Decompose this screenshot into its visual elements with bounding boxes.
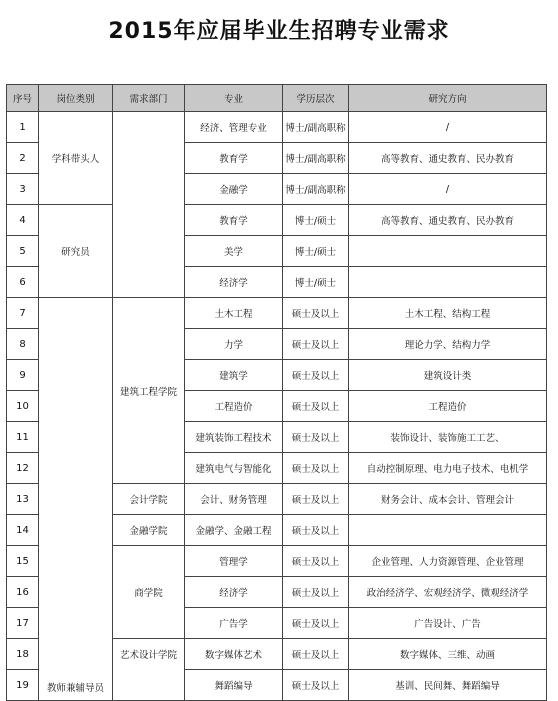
row-seq: 17 bbox=[7, 608, 39, 639]
row-major: 建筑装饰工程技术 bbox=[185, 422, 283, 453]
department-finance: 金融学院 bbox=[113, 515, 185, 546]
row-major: 教育学 bbox=[185, 205, 283, 236]
row-seq: 2 bbox=[7, 143, 39, 174]
category-researcher: 研究员 bbox=[39, 205, 113, 298]
department-art-design bbox=[113, 639, 185, 701]
header-direction: 研究方向 bbox=[349, 85, 547, 112]
row-major: 教育学 bbox=[185, 143, 283, 174]
row-major: 舞蹈编导 bbox=[185, 670, 283, 701]
row-direction bbox=[349, 236, 547, 267]
department-architecture: 建筑工程学院 bbox=[113, 298, 185, 484]
department-business: 商学院 bbox=[113, 546, 185, 639]
row-degree: 硕士及以上 bbox=[283, 329, 349, 360]
row-direction: 数字媒体、三维、动画 bbox=[349, 639, 547, 670]
page-title: 2015年应届毕业生招聘专业需求 bbox=[108, 19, 450, 44]
row-degree: 博士/硕士 bbox=[283, 205, 349, 236]
recruitment-table bbox=[6, 84, 547, 701]
row-major: 金融学、金融工程 bbox=[185, 515, 283, 546]
category-academic-leader: 学科带头人 bbox=[39, 112, 113, 205]
table-row bbox=[7, 298, 547, 329]
department-art-design-label: 艺术设计学院 bbox=[119, 650, 177, 661]
table-header-row bbox=[7, 85, 547, 112]
row-major: 管理学 bbox=[185, 546, 283, 577]
row-major: 广告学 bbox=[185, 608, 283, 639]
row-seq: 7 bbox=[7, 298, 39, 329]
row-seq: 3 bbox=[7, 174, 39, 205]
department-empty bbox=[113, 112, 185, 298]
row-degree: 硕士及以上 bbox=[283, 453, 349, 484]
row-degree: 硕士及以上 bbox=[283, 546, 349, 577]
row-direction: 基训、民间舞、舞蹈编导 bbox=[349, 670, 547, 701]
row-major: 数字媒体艺术 bbox=[185, 639, 283, 670]
table-row bbox=[7, 112, 547, 143]
row-seq: 15 bbox=[7, 546, 39, 577]
row-major: 土木工程 bbox=[185, 298, 283, 329]
row-major: 工程造价 bbox=[185, 391, 283, 422]
header-major: 专业 bbox=[185, 85, 283, 112]
row-seq: 10 bbox=[7, 391, 39, 422]
row-direction: 高等教育、通史教育、民办教育 bbox=[349, 143, 547, 174]
row-direction: / bbox=[349, 174, 547, 205]
row-major: 美学 bbox=[185, 236, 283, 267]
header-degree: 学历层次 bbox=[283, 85, 349, 112]
row-seq: 1 bbox=[7, 112, 39, 143]
row-seq: 4 bbox=[7, 205, 39, 236]
row-degree: 硕士及以上 bbox=[283, 422, 349, 453]
header-category: 岗位类别 bbox=[39, 85, 113, 112]
row-seq: 12 bbox=[7, 453, 39, 484]
row-seq: 11 bbox=[7, 422, 39, 453]
row-seq: 14 bbox=[7, 515, 39, 546]
row-direction: 自动控制原理、电力电子技术、电机学 bbox=[349, 453, 547, 484]
row-degree: 硕士及以上 bbox=[283, 298, 349, 329]
row-direction: / bbox=[349, 112, 547, 143]
row-major: 建筑电气与智能化 bbox=[185, 453, 283, 484]
header-seq: 序号 bbox=[7, 85, 39, 112]
row-seq: 18 bbox=[7, 639, 39, 670]
row-direction: 装饰设计、装饰施工工艺、 bbox=[349, 422, 547, 453]
row-direction: 财务会计、成本会计、管理会计 bbox=[349, 484, 547, 515]
row-direction: 工程造价 bbox=[349, 391, 547, 422]
row-seq: 16 bbox=[7, 577, 39, 608]
row-degree: 硕士及以上 bbox=[283, 608, 349, 639]
category-teacher-counselor bbox=[39, 298, 113, 701]
row-major: 经济学 bbox=[185, 267, 283, 298]
row-direction bbox=[349, 515, 547, 546]
row-degree: 硕士及以上 bbox=[283, 577, 349, 608]
row-degree: 硕士及以上 bbox=[283, 391, 349, 422]
row-major: 经济学 bbox=[185, 577, 283, 608]
row-major: 经济、管理专业 bbox=[185, 112, 283, 143]
row-degree: 博士/副高职称 bbox=[283, 143, 349, 174]
row-direction: 政治经济学、宏观经济学、微观经济学 bbox=[349, 577, 547, 608]
department-accounting: 会计学院 bbox=[113, 484, 185, 515]
row-degree: 硕士及以上 bbox=[283, 515, 349, 546]
row-degree: 硕士及以上 bbox=[283, 360, 349, 391]
row-direction: 企业管理、人力资源管理、企业管理 bbox=[349, 546, 547, 577]
row-degree: 硕士及以上 bbox=[283, 484, 349, 515]
row-seq: 19 bbox=[7, 670, 39, 701]
row-seq: 8 bbox=[7, 329, 39, 360]
row-degree: 博士/副高职称 bbox=[283, 174, 349, 205]
row-major: 力学 bbox=[185, 329, 283, 360]
row-degree: 硕士及以上 bbox=[283, 670, 349, 701]
row-major: 会计、财务管理 bbox=[185, 484, 283, 515]
row-seq: 9 bbox=[7, 360, 39, 391]
row-direction: 土木工程、结构工程 bbox=[349, 298, 547, 329]
row-degree: 博士/副高职称 bbox=[283, 112, 349, 143]
row-seq: 6 bbox=[7, 267, 39, 298]
row-major: 金融学 bbox=[185, 174, 283, 205]
row-seq: 5 bbox=[7, 236, 39, 267]
header-department: 需求部门 bbox=[113, 85, 185, 112]
row-direction: 理论力学、结构力学 bbox=[349, 329, 547, 360]
row-direction: 广告设计、广告 bbox=[349, 608, 547, 639]
row-degree: 博士/硕士 bbox=[283, 236, 349, 267]
row-degree: 博士/硕士 bbox=[283, 267, 349, 298]
category-teacher-counselor-label: 教师兼辅导员 bbox=[46, 683, 104, 694]
row-direction: 高等教育、通史教育、民办教育 bbox=[349, 205, 547, 236]
row-direction: 建筑设计类 bbox=[349, 360, 547, 391]
row-direction bbox=[349, 267, 547, 298]
table-row bbox=[7, 205, 547, 236]
row-seq: 13 bbox=[7, 484, 39, 515]
row-major: 建筑学 bbox=[185, 360, 283, 391]
row-degree: 硕士及以上 bbox=[283, 639, 349, 670]
